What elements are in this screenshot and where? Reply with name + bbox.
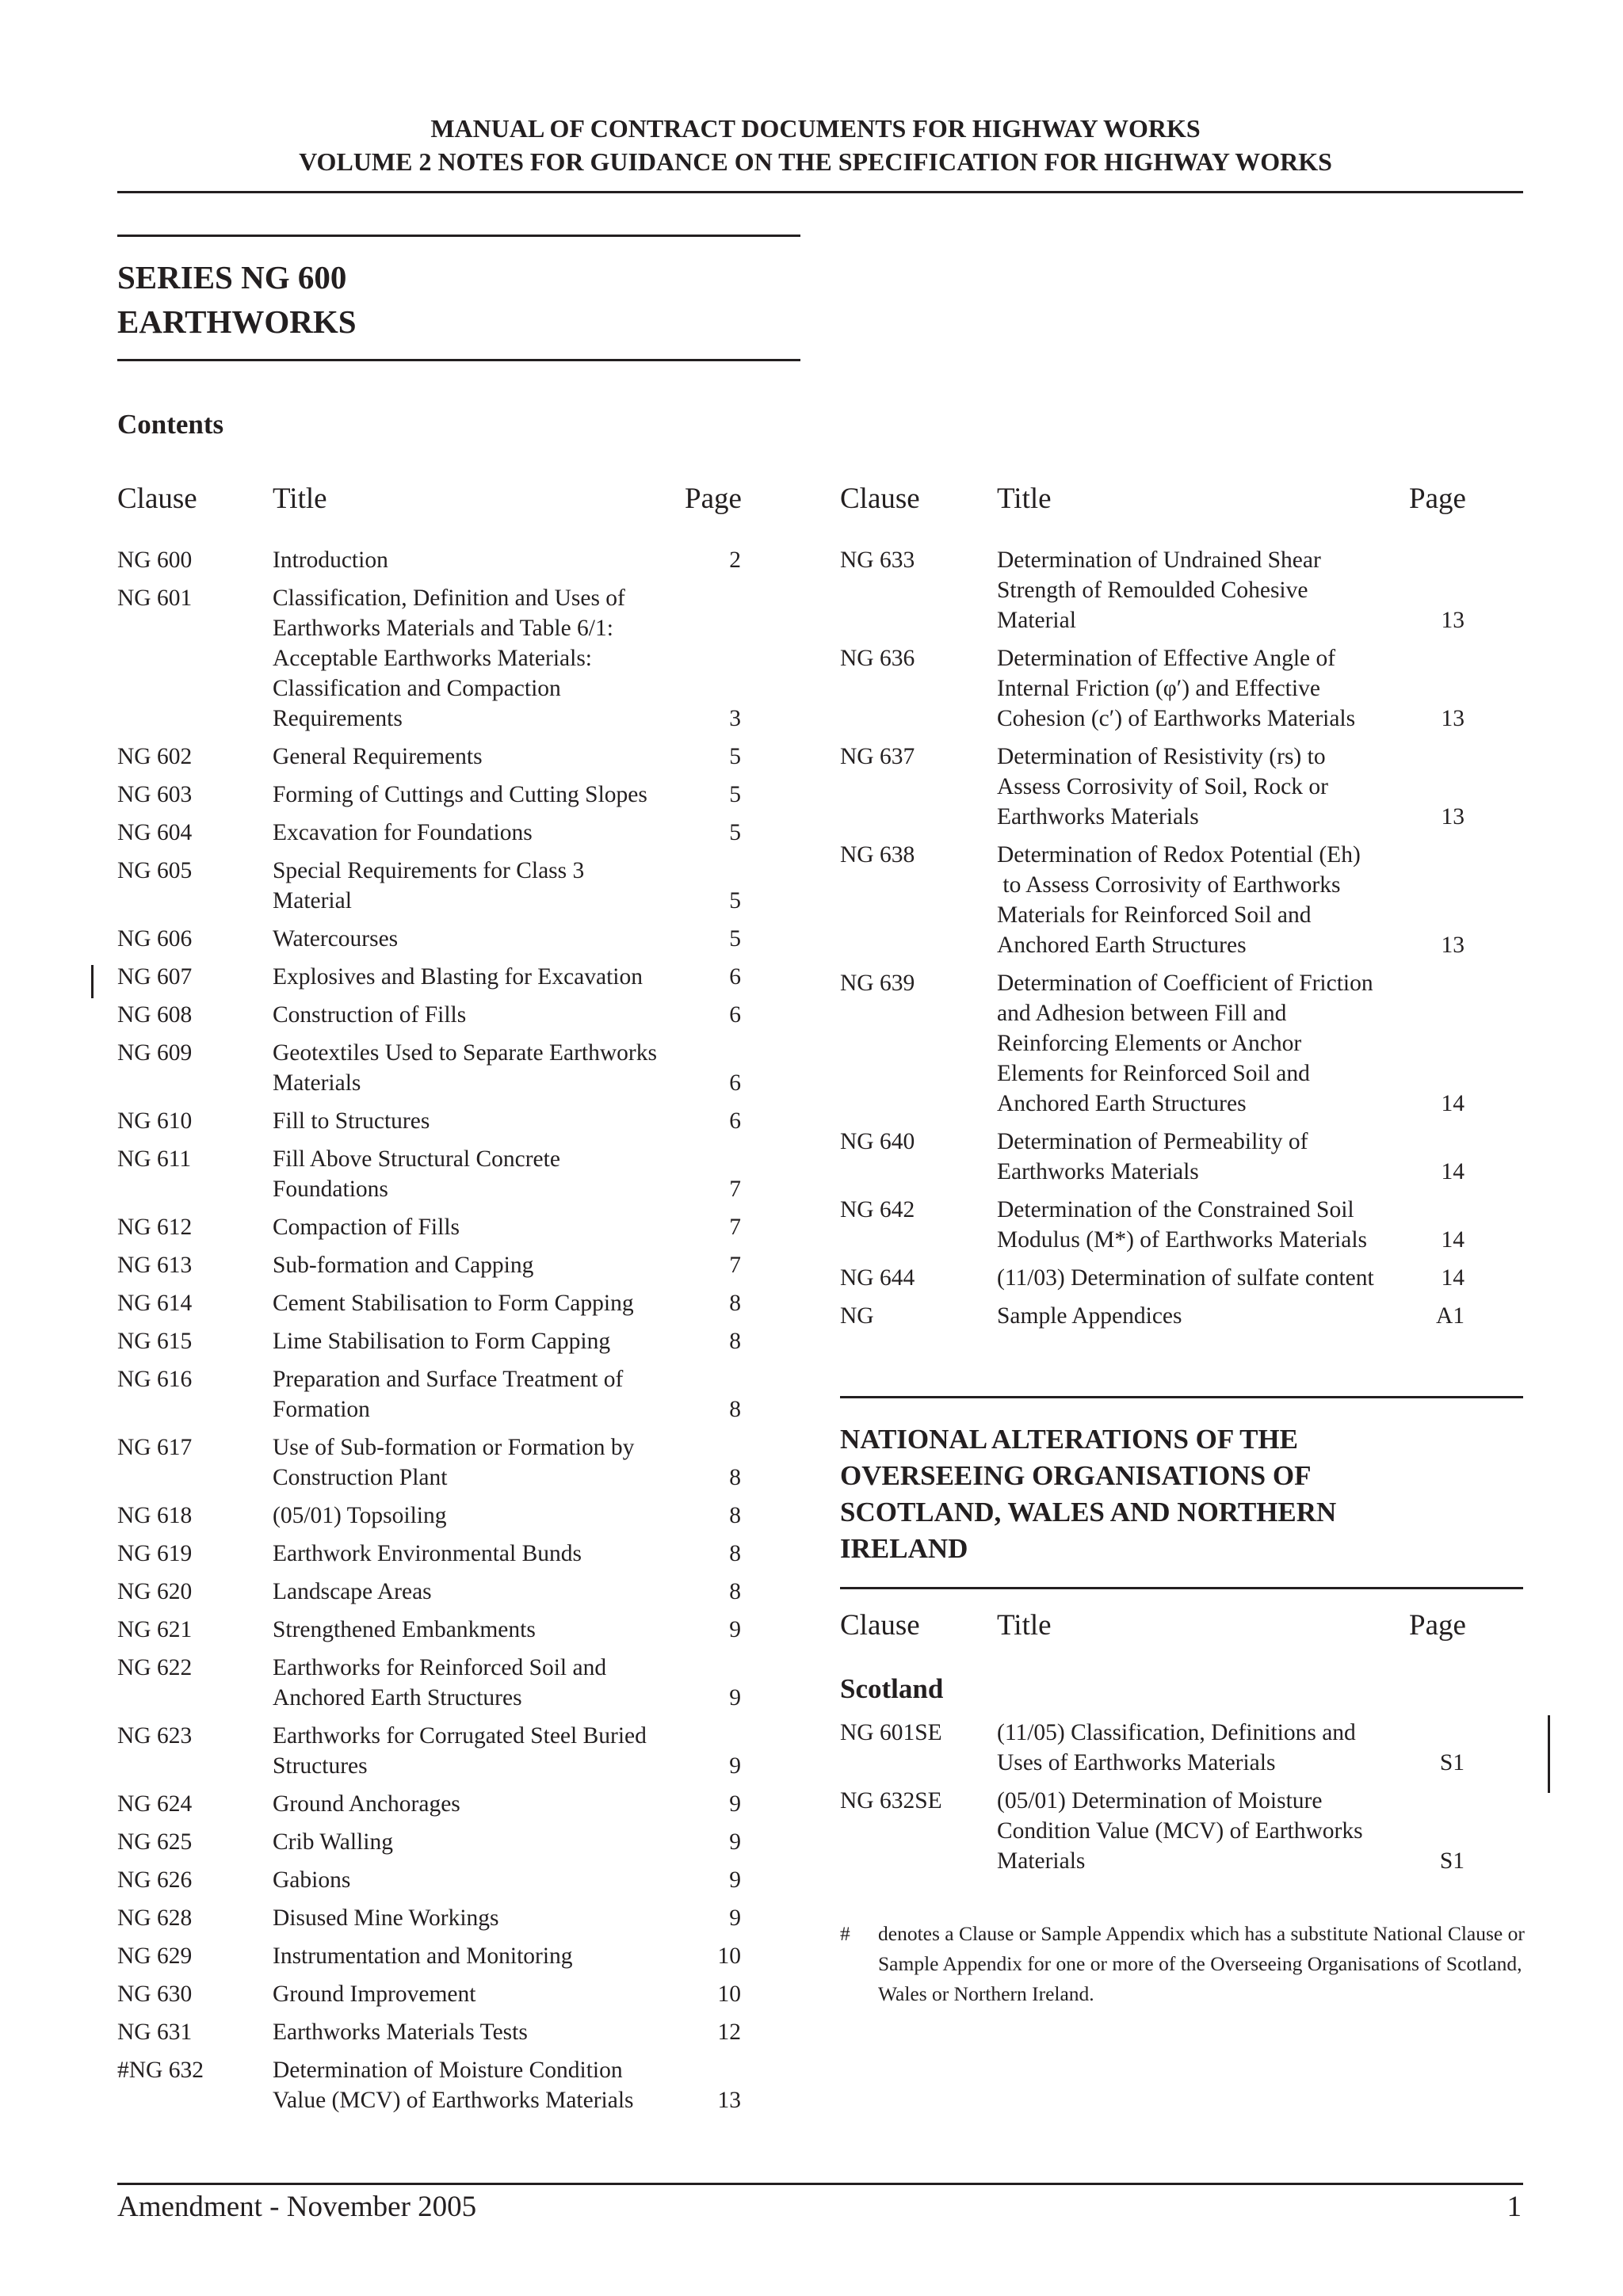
national-rule-top <box>840 1396 1523 1398</box>
toc-entry <box>117 742 741 772</box>
toc-page-number: 9 <box>729 1753 741 1779</box>
toc-page-number: 2 <box>729 547 741 573</box>
toc-clause-number: NG 609 <box>117 1040 193 1066</box>
toc-clause-number: NG 621 <box>117 1617 193 1642</box>
footnote-mark: # <box>840 1922 850 1945</box>
toc-title-line: Determination of Permeability of <box>997 1129 1308 1154</box>
toc-clause-number: NG 636 <box>840 646 915 671</box>
toc-entry <box>840 1301 1465 1331</box>
toc-entry <box>840 1786 1465 1876</box>
toc-entry <box>117 1501 741 1531</box>
toc-title-line: Earthworks Materials and Table 6/1: <box>273 616 613 641</box>
toc-page-number: 5 <box>729 744 741 769</box>
toc-title-line: and Adhesion between Fill and <box>997 1001 1287 1026</box>
toc-page-number: S1 <box>1439 1750 1465 1775</box>
toc-clause-number: NG 632SE <box>840 1788 942 1814</box>
toc-entry <box>840 968 1465 1119</box>
toc-entry <box>117 818 741 848</box>
toc-title-line: Formation <box>273 1397 370 1422</box>
toc-title-line: (05/01) Topsoiling <box>273 1503 447 1528</box>
toc-entry <box>840 742 1465 832</box>
series-rule-top <box>117 235 800 237</box>
toc-page-number: 7 <box>729 1177 741 1202</box>
toc-title-line: Gabions <box>273 1867 351 1893</box>
toc-clause-number: NG 617 <box>117 1435 193 1460</box>
series-number: SERIES NG 600 <box>117 259 347 296</box>
left-clause-heading: Clause <box>117 482 197 515</box>
toc-entry <box>117 856 741 916</box>
national-rule-bottom <box>840 1587 1523 1589</box>
footer-rule <box>117 2183 1523 2185</box>
toc-clause-number: NG 625 <box>117 1829 193 1855</box>
toc-title-line: Earthworks for Corrugated Steel Buried <box>273 1723 647 1749</box>
left-title-heading: Title <box>273 482 327 515</box>
toc-page-number: 6 <box>729 1070 741 1096</box>
toc-entry <box>117 2055 741 2115</box>
national-heading-line: OVERSEEING ORGANISATIONS OF <box>840 1460 1312 1491</box>
toc-title-line: Preparation and Surface Treatment of <box>273 1367 624 1392</box>
toc-title-line: Internal Friction (φ′) and Effective <box>997 676 1320 701</box>
toc-entry <box>117 1539 741 1569</box>
toc-clause-number: NG 623 <box>117 1723 193 1749</box>
toc-title-line: General Requirements <box>273 744 483 769</box>
toc-clause-number: NG 613 <box>117 1253 193 1278</box>
toc-clause-number: NG 640 <box>840 1129 915 1154</box>
toc-title-line: Determination of Resistivity (rs) to <box>997 744 1326 769</box>
toc-entry <box>117 1288 741 1318</box>
toc-title-line: Determination of Moisture Condition <box>273 2058 623 2083</box>
toc-page-number: 6 <box>729 964 741 990</box>
toc-entry <box>117 780 741 810</box>
toc-page-number: 10 <box>717 1981 741 2007</box>
toc-page-number: 7 <box>729 1215 741 1240</box>
toc-title-line: Construction Plant <box>273 1465 448 1490</box>
toc-entry <box>117 1106 741 1136</box>
toc-entry <box>117 1903 741 1933</box>
footer-page-number: 1 <box>1507 2191 1522 2223</box>
toc-page-number: 8 <box>729 1291 741 1316</box>
toc-title-line: Anchored Earth Structures <box>997 1091 1247 1116</box>
toc-entry <box>117 1865 741 1895</box>
toc-entry <box>117 1721 741 1781</box>
toc-entry <box>840 1127 1465 1187</box>
toc-page-number: 13 <box>1441 706 1465 731</box>
toc-clause-number: NG 639 <box>840 971 915 996</box>
toc-clause-number: NG 630 <box>117 1981 193 2007</box>
toc-clause-number: NG 602 <box>117 744 193 769</box>
toc-entry <box>840 643 1465 734</box>
contents-heading: Contents <box>117 409 224 440</box>
toc-clause-number: NG 637 <box>840 744 915 769</box>
right-clause-heading: Clause <box>840 482 920 515</box>
toc-page-number: 10 <box>717 1943 741 1969</box>
toc-page-number: 8 <box>729 1503 741 1528</box>
toc-title-line: Geotextiles Used to Separate Earthworks <box>273 1040 657 1066</box>
toc-entry <box>117 1326 741 1356</box>
toc-entry <box>117 1432 741 1493</box>
toc-title-line: Value (MCV) of Earthworks Materials <box>273 2088 634 2113</box>
toc-title-line: Materials <box>997 1848 1086 1874</box>
toc-entry <box>840 1718 1465 1778</box>
toc-clause-number: NG 622 <box>117 1655 193 1680</box>
toc-title-line: Special Requirements for Class 3 <box>273 858 585 883</box>
toc-entry <box>840 840 1465 960</box>
toc-clause-number: NG 605 <box>117 858 193 883</box>
toc-page-number: 5 <box>729 782 741 807</box>
toc-page-number: 13 <box>1441 608 1465 633</box>
toc-title-line: Fill to Structures <box>273 1108 430 1134</box>
toc-clause-number: NG 614 <box>117 1291 193 1316</box>
toc-page-number: 9 <box>729 1685 741 1711</box>
toc-page-number: 14 <box>1441 1091 1465 1116</box>
toc-title-line: Acceptable Earthworks Materials: <box>273 646 593 671</box>
toc-title-line: Requirements <box>273 706 403 731</box>
footnote-text: denotes a Clause or Sample Appendix which has a substitute National Clause or Sample Appendix for one or more of the Overseeing Organisations of Scotland, Wales or Northern Ireland. <box>878 1922 1525 2005</box>
toc-page-number: 9 <box>729 1829 741 1855</box>
toc-title-line: Crib Walling <box>273 1829 393 1855</box>
toc-entry <box>117 1000 741 1030</box>
toc-page-number: 12 <box>717 2019 741 2045</box>
toc-page-number: 3 <box>729 706 741 731</box>
toc-title-line: Determination of Undrained Shear <box>997 547 1321 573</box>
series-rule-bottom <box>117 359 800 361</box>
toc-title-line: Disused Mine Workings <box>273 1905 499 1931</box>
toc-title-line: Uses of Earthworks Materials <box>997 1750 1276 1775</box>
toc-page-number: 9 <box>729 1867 741 1893</box>
toc-entry <box>840 545 1465 635</box>
toc-title-line: Earthworks Materials <box>997 1159 1199 1184</box>
toc-clause-number: NG 644 <box>840 1265 915 1291</box>
toc-title-line: Instrumentation and Monitoring <box>273 1943 573 1969</box>
toc-title-line: Sub-formation and Capping <box>273 1253 534 1278</box>
national-heading-line: SCOTLAND, WALES AND NORTHERN <box>840 1497 1337 1527</box>
toc-entry <box>117 1144 741 1204</box>
toc-clause-number: NG 631 <box>117 2019 193 2045</box>
toc-clause-number: NG 611 <box>117 1146 192 1172</box>
toc-page-number: 8 <box>729 1579 741 1604</box>
series-name: EARTHWORKS <box>117 303 357 340</box>
toc-clause-number: #NG 632 <box>117 2058 204 2083</box>
toc-entry <box>840 1195 1465 1255</box>
toc-title-line: Determination of Effective Angle of <box>997 646 1336 671</box>
toc-page-number: 6 <box>729 1002 741 1028</box>
toc-entry <box>117 1789 741 1819</box>
toc-entry <box>840 1263 1465 1293</box>
toc-title-line: Excavation for Foundations <box>273 820 533 845</box>
toc-entry <box>117 1941 741 1971</box>
toc-title-line: Earthwork Environmental Bunds <box>273 1541 582 1566</box>
toc-clause-number: NG 606 <box>117 926 193 952</box>
toc-title-line: Ground Improvement <box>273 1981 476 2007</box>
toc-page-number: 8 <box>729 1465 741 1490</box>
toc-entry <box>117 1827 741 1857</box>
national-alterations-heading <box>840 1421 1336 1567</box>
toc-title-line: Cohesion (c′) of Earthworks Materials <box>997 706 1356 731</box>
toc-clause-number: NG 616 <box>117 1367 193 1392</box>
toc-entry <box>117 545 741 575</box>
toc-clause-number: NG 638 <box>840 842 915 868</box>
toc-title-line: Structures <box>273 1753 368 1779</box>
toc-title-line: Determination of Coefficient of Friction <box>997 971 1373 996</box>
toc-title-line: (11/05) Classification, Definitions and <box>997 1720 1356 1745</box>
toc-title-line: Elements for Reinforced Soil and <box>997 1061 1310 1086</box>
toc-page-number: 13 <box>1441 933 1465 958</box>
toc-page-number: 9 <box>729 1617 741 1642</box>
toc-title-line: Ground Anchorages <box>273 1791 460 1817</box>
toc-title-line: (05/01) Determination of Moisture <box>997 1788 1323 1814</box>
toc-title-line: Explosives and Blasting for Excavation <box>273 964 643 990</box>
toc-page-number: 9 <box>729 1791 741 1817</box>
toc-clause-number: NG 601 <box>117 585 193 611</box>
toc-title-line: Condition Value (MCV) of Earthworks <box>997 1818 1363 1844</box>
toc-entry <box>117 1364 741 1425</box>
toc-title-line: Cement Stabilisation to Form Capping <box>273 1291 634 1316</box>
toc-title-line: Modulus (M*) of Earthworks Materials <box>997 1227 1368 1253</box>
header-rule <box>117 191 1523 193</box>
toc-title-line: Determination of Redox Potential (Eh) <box>997 842 1361 868</box>
toc-entry <box>117 1250 741 1280</box>
toc-page-number: 14 <box>1441 1227 1465 1253</box>
right-page-heading: Page <box>1409 482 1466 515</box>
toc-clause-number: NG 610 <box>117 1108 193 1134</box>
toc-page-number: 7 <box>729 1253 741 1278</box>
national-clause-heading: Clause <box>840 1609 920 1642</box>
toc-page-number: A1 <box>1435 1303 1465 1329</box>
toc-entry <box>117 962 741 992</box>
toc-entry <box>117 1038 741 1098</box>
toc-clause-number: NG 620 <box>117 1579 193 1604</box>
toc-clause-number: NG 633 <box>840 547 915 573</box>
toc-title-line: Reinforcing Elements or Anchor <box>997 1031 1302 1056</box>
toc-entry <box>117 583 741 734</box>
toc-title-line: Watercourses <box>273 926 399 952</box>
toc-title-line: Assess Corrosivity of Soil, Rock or <box>997 774 1328 799</box>
national-heading-line: IRELAND <box>840 1533 968 1564</box>
toc-title-line: Determination of the Constrained Soil <box>997 1197 1354 1222</box>
toc-clause-number: NG 607 <box>117 964 193 990</box>
national-title-heading: Title <box>997 1609 1052 1642</box>
toc-title-line: Sample Appendices <box>997 1303 1182 1329</box>
toc-title-line: Materials <box>273 1070 361 1096</box>
toc-clause-number: NG 626 <box>117 1867 193 1893</box>
toc-page-number: 14 <box>1441 1265 1465 1291</box>
toc-title-line: Earthworks for Reinforced Soil and <box>273 1655 607 1680</box>
toc-page-number: 5 <box>729 820 741 845</box>
toc-clause-number: NG 628 <box>117 1905 193 1931</box>
toc-title-line: Lime Stabilisation to Form Capping <box>273 1329 611 1354</box>
toc-clause-number: NG <box>840 1303 874 1329</box>
toc-clause-number: NG 618 <box>117 1503 193 1528</box>
toc-entry <box>117 1979 741 2009</box>
toc-title-line: Construction of Fills <box>273 1002 467 1028</box>
toc-page-number: 13 <box>1441 804 1465 830</box>
toc-page-number: S1 <box>1439 1848 1465 1874</box>
toc-title-line: Earthworks Materials Tests <box>273 2019 528 2045</box>
footer-amendment: Amendment - November 2005 <box>117 2191 477 2223</box>
toc-entry <box>117 2017 741 2047</box>
left-page-heading: Page <box>685 482 742 515</box>
toc-title-line: Compaction of Fills <box>273 1215 460 1240</box>
toc-title-line: Foundations <box>273 1177 388 1202</box>
toc-entry <box>117 1212 741 1242</box>
toc-title-line: (11/03) Determination of sulfate content <box>997 1265 1374 1291</box>
national-heading-line: NATIONAL ALTERATIONS OF THE <box>840 1424 1298 1455</box>
change-bar-ng-601se <box>1548 1715 1550 1793</box>
toc-clause-number: NG 612 <box>117 1215 193 1240</box>
toc-title-line: Use of Sub-formation or Formation by <box>273 1435 635 1460</box>
toc-title-line: Strengthened Embankments <box>273 1617 536 1642</box>
toc-title-line: Fill Above Structural Concrete <box>273 1146 560 1172</box>
toc-entry <box>117 1577 741 1607</box>
toc-clause-number: NG 608 <box>117 1002 193 1028</box>
running-header-line-2: VOLUME 2 NOTES FOR GUIDANCE ON THE SPECIFICATION FOR HIGHWAY WORKS <box>299 147 1332 176</box>
national-page-heading: Page <box>1409 1609 1466 1642</box>
toc-page-number: 6 <box>729 1108 741 1134</box>
toc-clause-number: NG 619 <box>117 1541 193 1566</box>
toc-page-number: 8 <box>729 1541 741 1566</box>
toc-page-number: 5 <box>729 888 741 913</box>
toc-title-line: Anchored Earth Structures <box>997 933 1247 958</box>
toc-title-line: Landscape Areas <box>273 1579 432 1604</box>
toc-page-number: 14 <box>1441 1159 1465 1184</box>
toc-title-line: Material <box>997 608 1076 633</box>
toc-page-number: 9 <box>729 1905 741 1931</box>
toc-title-line: Material <box>273 888 352 913</box>
toc-title-line: to Assess Corrosivity of Earthworks <box>997 872 1341 898</box>
toc-entry <box>117 1615 741 1645</box>
toc-page-number: 13 <box>717 2088 741 2113</box>
toc-title-line: Classification and Compaction <box>273 676 561 701</box>
toc-clause-number: NG 615 <box>117 1329 193 1354</box>
toc-clause-number: NG 601SE <box>840 1720 942 1745</box>
running-header-line-1: MANUAL OF CONTRACT DOCUMENTS FOR HIGHWAY WORKS <box>430 114 1201 143</box>
toc-clause-number: NG 600 <box>117 547 193 573</box>
toc-clause-number: NG 629 <box>117 1943 193 1969</box>
toc-page-number: 5 <box>729 926 741 952</box>
toc-title-line: Classification, Definition and Uses of <box>273 585 625 611</box>
toc-title-line: Forming of Cuttings and Cutting Slopes <box>273 782 647 807</box>
toc-page-number: 8 <box>729 1397 741 1422</box>
toc-title-line: Materials for Reinforced Soil and <box>997 902 1312 928</box>
toc-page-number: 8 <box>729 1329 741 1354</box>
series-title <box>117 255 357 344</box>
toc-clause-number: NG 604 <box>117 820 193 845</box>
change-bar-ng-607 <box>91 965 94 998</box>
toc-title-line: Strength of Remoulded Cohesive <box>997 578 1308 603</box>
toc-clause-number: NG 603 <box>117 782 193 807</box>
toc-entry <box>117 924 741 954</box>
scotland-subheading: Scotland <box>840 1673 944 1704</box>
toc-clause-number: NG 642 <box>840 1197 915 1222</box>
toc-title-line: Introduction <box>273 547 388 573</box>
toc-entry <box>117 1653 741 1713</box>
toc-clause-number: NG 624 <box>117 1791 193 1817</box>
right-title-heading: Title <box>997 482 1052 515</box>
toc-title-line: Anchored Earth Structures <box>273 1685 522 1711</box>
toc-title-line: Earthworks Materials <box>997 804 1199 830</box>
